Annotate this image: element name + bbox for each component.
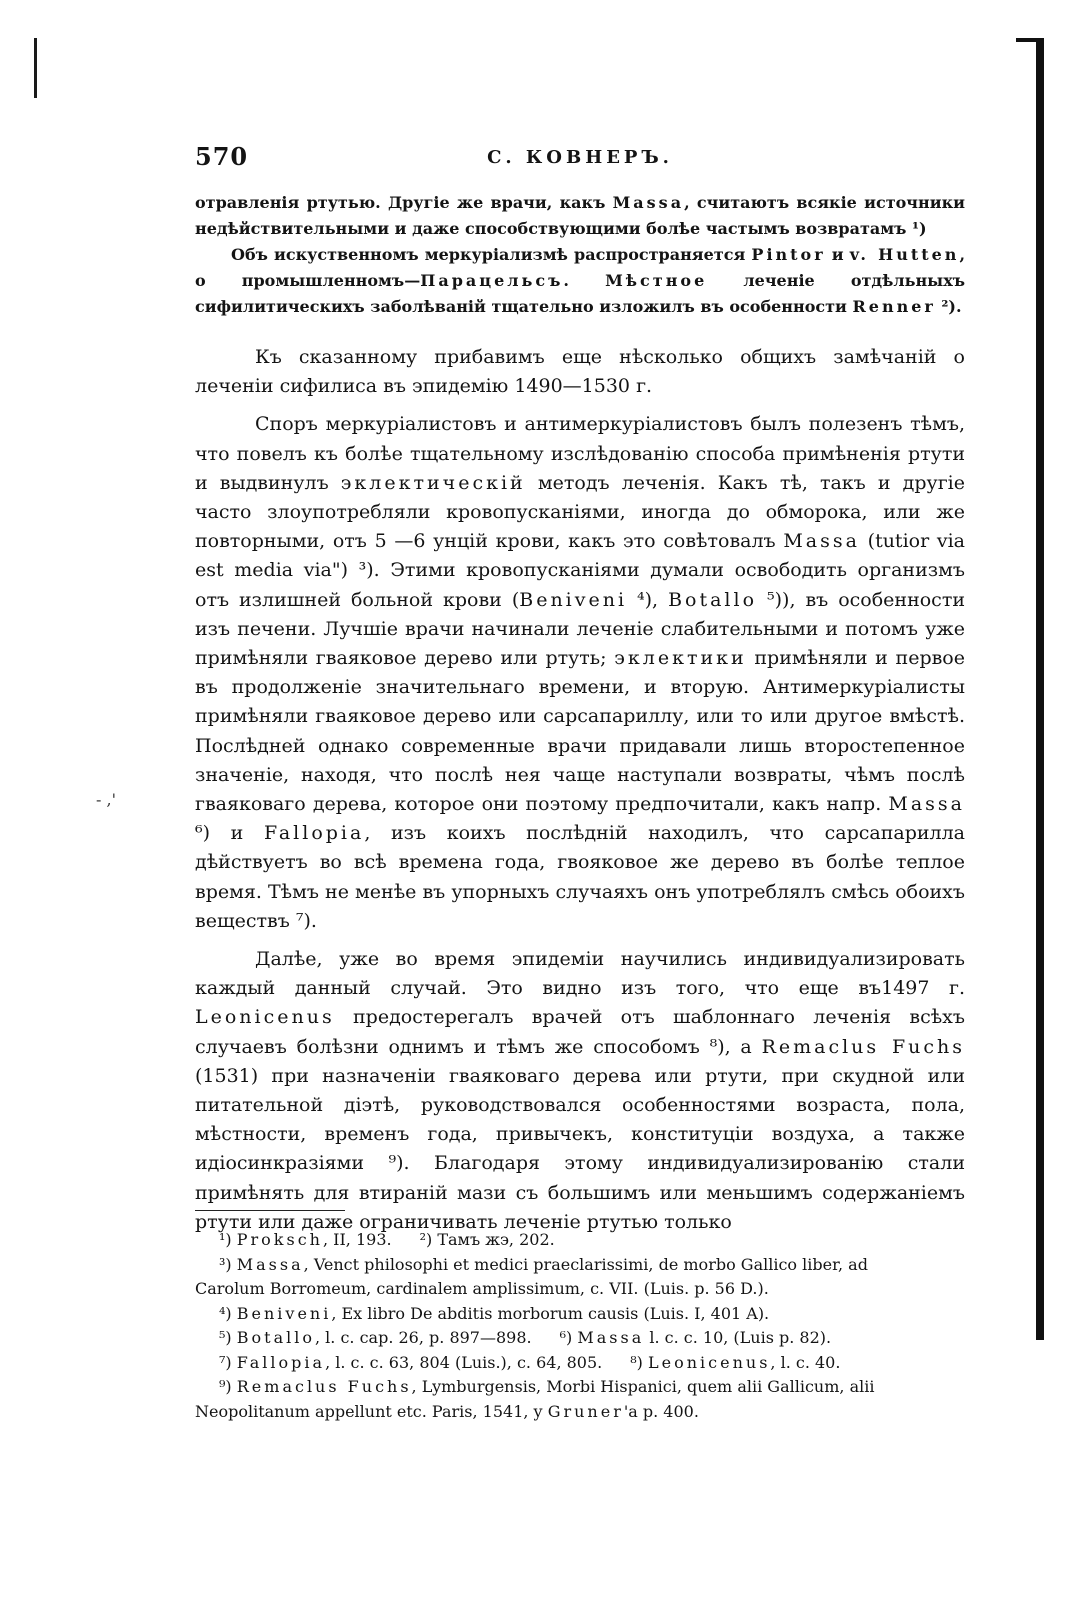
running-head: С. КОВНЕРЪ. (487, 147, 673, 168)
author-name: Beniveni (519, 588, 628, 611)
author-name: Botallo (668, 588, 758, 611)
margin-mark: - ,' (96, 790, 116, 809)
page-header (195, 142, 965, 172)
main-paragraph-2: Споръ меркуріалистовъ и антимеркуріалистовъ былъ полезенъ тѣмъ, что повелъ къ болѣе тщательному изслѣдованію способа примѣненія ртути и выдвинулъ эклектическій методъ леченія. Какъ тѣ, такъ и другіе часто злоупотребляли кровопусканіями, иногда до обморока, или же повторными, отъ 5 —6 унцій крови, какъ это совѣтовалъ Massa (tutior via est media via") ³). Этими кровопусканіями думали освободить организмъ отъ излишней больной крови (Beniveni ⁴), Botallo ⁵)), въ особенности изъ печени. Лучшіе врачи начинали леченіе слабительными и потомъ уже примѣняли гваяковое дерево или ртуть; эклектики примѣняли и первое въ продолженіе значительнаго времени, и вторую. Антимеркуріалисты примѣняли гваяковое дерево или сарсапариллу, или то или другое вмѣстѣ. Послѣдней однако современные врачи придавали лишь второстепенное значеніе, находя, что послѣ нея чаще наступали возвраты, чѣмъ послѣ гваяковаго дерева, которое они поэтому предпочитали, какъ напр. Massa ⁶) и Fallopia, изъ коихъ послѣдній находилъ, что сарсапарилла дѣйствуетъ во всѣ времена года, гвояковое же дерево въ болѣе теплое время. Тѣмъ не менѣе въ упорныхъ случаяхъ онъ употреблялъ смѣсь обоихъ веществъ ⁷). (195, 413, 965, 932)
intro-small-print (195, 190, 965, 320)
author-name: Massa (783, 530, 860, 553)
footnote-5-6: ⁵) Botallo, l. c. cap. 26, p. 897—898. ⁶) Massa l. c. c. 10, (Luis p. 82). (219, 1328, 832, 1347)
footnote-7-8: ⁷) Fallopia, l. c. c. 63, 804 (Luis.), c. 64, 805. ⁸) Leonicenus, l. c. 40. (219, 1352, 841, 1372)
author-name: Massa (612, 193, 685, 212)
footnote-3-continued: Carolum Borromeum, cardinalem amplissimum, c. VII. (Luis. p. 56 D.). (195, 1279, 769, 1298)
main-paragraph-3: Далѣе, уже во время эпидеміи научились индивидуализировать каждый данный случай. Это видно изъ того, что еще въ1497 г. Leonicenus предостерегалъ врачей отъ шаблоннаго леченія всѣхъ случаевъ болѣзни однимъ и тѣмъ же способомъ ⁸), а Remaclus Fuchs (1531) при назначеніи гваяковаго дерева или ртути, при скудной или питательной діэтѣ, руководствовался особенностями возраста, пола, мѣстности, временъ года, привычекъ, конституціи воздуха, а также идіосинкразіями ⁹). Благодаря этому индивидуализированію стали примѣнять для втираній мази съ большимъ или меньшимъ содержаніемъ ртути или даже ограничивать леченіе ртутью только (195, 948, 966, 1233)
author-name: Fallopia (263, 822, 365, 845)
scan-edge-left (34, 38, 37, 98)
author-name: Renner (852, 297, 936, 316)
footnotes (195, 1228, 965, 1424)
main-text (195, 343, 965, 1246)
footnote-4: ⁴) Beniveni, Ex libro De abditis morborum causis (Luis. I, 401 A). (219, 1303, 770, 1323)
scan-edge-right (1036, 40, 1044, 1340)
spaced-term: эклектики (614, 647, 747, 670)
footnote-3: ³) Massa, Venct philosophi et medici praeclarissimi, de morbo Gallico liber, ad (219, 1254, 868, 1274)
intro-paragraph-2: Объ искуственномъ меркуріализмѣ распространяется Pintor и v. Hutten, о промышленномъ—Парацельсъ. Мѣстное леченіе отдѣльныхъ сифилитическихъ заболѣваній тщательно изложилъ въ особенности Renner ²). (195, 245, 966, 316)
footnote-9: ⁹) Remaclus Fuchs, Lymburgensis, Morbi Hispanici, quem alii Gallicum, alii (219, 1377, 875, 1396)
footnote-divider (195, 1210, 345, 1211)
author-name: Парацельсъ (420, 271, 564, 290)
page-number: 570 (195, 142, 249, 171)
footnote-1-2: ¹) Proksch, II, 193. ²) Тамъ жэ, 202. (219, 1230, 555, 1249)
author-name: Leonicenus (195, 1006, 335, 1029)
spaced-term: Мѣстное (605, 271, 708, 290)
author-name: v. Hutten (849, 245, 960, 264)
intro-paragraph-1: отравленія ртутью. Другіе же врачи, какъ Massa, считаютъ всякіе источники недѣйствительными и даже способствующими болѣе частымъ возвратамъ ¹) (195, 193, 965, 238)
footnote-9-continued: Neopolitanum appellunt etc. Paris, 1541, y Gruner'a p. 400. (195, 1401, 699, 1421)
author-name: Remaclus Fuchs (761, 1035, 966, 1058)
author-name: Pintor (751, 245, 826, 264)
footnote-ref: ¹) (912, 219, 927, 238)
main-paragraph-1: Къ сказанному прибавимъ еще нѣсколько общихъ замѣчаній о леченіи сифилиса въ эпидемію 1490—1530 г. (195, 346, 965, 398)
author-name: Massa (888, 793, 965, 816)
spaced-term: эклектическій (340, 471, 526, 494)
